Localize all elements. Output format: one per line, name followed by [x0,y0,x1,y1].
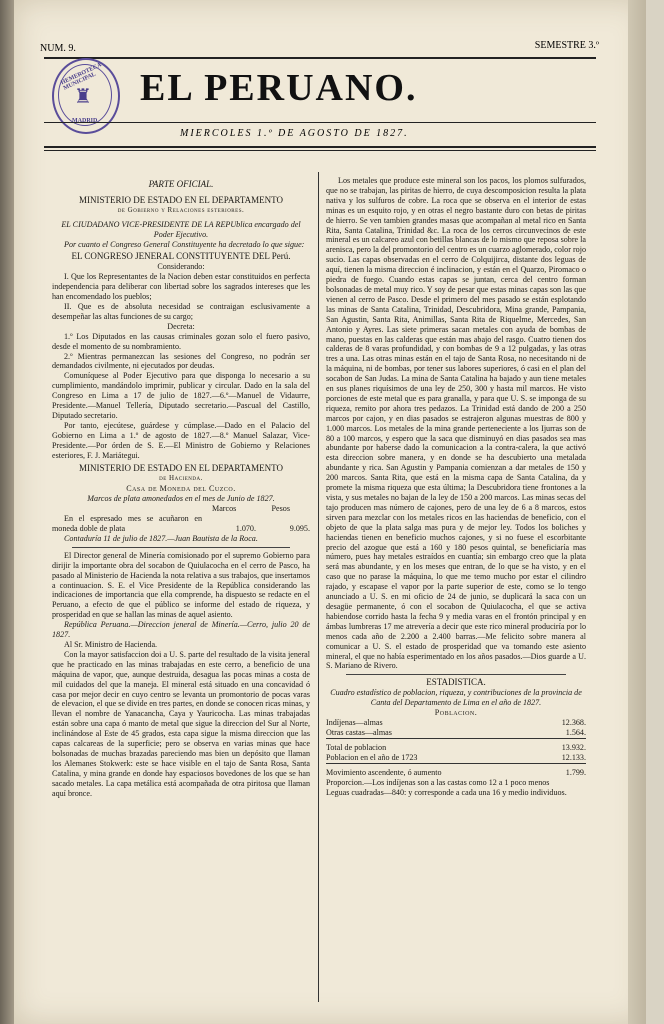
marcos-header: Marcos [212,504,237,514]
congreso-heading: EL CONGRESO JENERAL CONSTITUYENTE DEL Perú. [71,251,291,262]
library-stamp: HEMEROTECA MUNICIPAL ♜ MADRID [52,58,120,134]
page-edge [628,0,646,1024]
stat-value: 1.799. [565,767,586,777]
casa-moneda: Casa de Moneda del Cuzco. [126,484,236,494]
vice-heading: EL CIUDADANO VICE-PRESIDENTE DE LA REPUblica encargado del Poder Ejecutivo. [61,219,301,239]
ministerio-heading: MINISTERIO DE ESTADO EN EL DEPARTAMENTO [79,194,283,205]
poblacion-heading: Poblacion. [434,708,478,718]
date-rule-thin [44,150,596,151]
acun-marcos: 1.070. [235,524,256,533]
republica-line: República Peruana.—Direccion jeneral de Minería.—Cerro, julio 20 de 1827. [52,620,310,640]
proporcion: Proporcion.—Los indíjenas son a las castas como 12 a 1 poco menos [326,777,550,787]
section-rule [72,547,290,548]
stat-value: 13.932. [561,742,586,752]
decreta: Decreta: [167,321,195,331]
por-cuanto: Por cuanto el Congreso General Constituyente ha decretado lo que sigue: [64,239,305,249]
con-la-mayor: Con la mayor satisfaccion doi a U. S. parte del resultado de la visita jeneral que he practicado en las minas trabajadas en este cerro, a beneficio de una máquina de vapor, que, aunque destruida, desagua las pocas minas a costa de mil cuidados del que la maneja. El mineral está situado en una concavidad ó casa por mejor decir en cuyo centro se levanta un promontorio de pocas varas de elevacion, el que se divide en tres partes, en donde se conocen ricas minas, y llevan el nombre de Yanacancha, Caya y Yauricocha. Las minas trabajadas están sobre una capa ó manto de metal que sigue la direccion del Sur al Norte, inclinándose al Este de 45 grados, esta capa sigue la misma direccion que las capas calcareas de la superficie; pero se observa en varias minas que hace bolsonadas de muchas brazadas pareciendo mas bien un depósito que llaman los Alemanes Stokwerk: este se hace visible en el tajo de Santa Rosa, Santa Catalina, y mina grande en donde hay espaciosos bovedones de los que se han sacado metales. La capa metálica está acompañada de otra piritosa que llaman aquí bronce. [52,649,311,798]
director-paragraph: El Director general de Minería comisionado por el supremo Gobierno para dirijir la importante obra del socabon de Quiulacocha en el cerro de Pasco, ha pasado al Ministerio de Hacienda la nota relativa a sus trabajos, que insertamos a continuacion. S. E. el Vice Presidente de la República considerando las indicaciones de importancia que ella comprende, ha dispuesto se redacte en el Peruano, a efecto de que el público se informe del estado de riqueza, y prosperidad en que se hallan las minas de aquel asiento. [52,550,310,620]
considerando-2: II. Que es de absoluta necesidad se contraigan esclusivamente a desempeñar las altas funciones de su cargo; [52,301,310,321]
al-sr-ministro: Al Sr. Ministro de Hacienda. [64,639,158,649]
considerando-1: I. Que los Representantes de la Nacion deben estar constituidos en perfecta independencia para deliberar con libertad sobre los sagrados intereses que les han encomendado los pueblos; [52,272,310,302]
metales-paragraph: Los metales que produce este mineral son los pacos, los plomos sulfurados, que no se trabajan, las piritas de hierro, de cuya descomposicion resulta la plata nativa y los sulfuros de cobre. La roca que se observa en el interior de estas minas es un esquito rojo, y en otras el negro bastante duro con betas de piritas de hierro. Se ven tambien grandes masas que acompañan al metal rico en Santa Rita, Santa Catalina, Trinidad &c. La roca de los cerros circunvecinos de este mineral es un calcareo azul con betillas blancas de lo mismo que reposa sobre la arenisca, pero la del promontorio del centro es un cuarzo aglomerado, color rojo sucio. Las capas observadas en el cerro de Colquijirca, distante dos leguas de aquí, tienen la misma direccion é inclinacion, y están en el Quarzo, Piromaco o piedra de fuego. Cuando estas capas se juntan, cerca del centro forman bolsonadas de metal muy rico. Y soy de pesar que estas minas capas son las que vienen al cerro de Pasco. Desde el primero del mes pasado se están esplotando las minas de Santa Catalina, Trinidad, Descubridora, Mina grande, Pampania, San Agustin, Santa Rita, Animillas, Santa Rita de Riquelme, Mercedes, San Antonio y Ayres. Las siete primeras sacan metales con ayuda de bombas de mano, puestas en las calderas que están mas abajo del rasgo. Cuatro tienen dos calderas de 8 varas profundidad, y con bombas de 9 a 12 pulgadas, y las otras tres a una. Las otras minas están en el tajo de Santa Rosa, no necesitando ni de la máquina, ni de bombas, por tener sus labores superiores, ó casi en el plan del socabon de San Judas. La mina de Santa Catalina ha bajado y aun tiene metales en sus planes riquísimos de una ley de 250, 300 y hasta mil marcos. He visto porciones de este metal que es para granalla, y para que U. S. se imponga de su riqueza, remito por ahora tres pedazos. La Trinidad está dando de 200 a 250 marcos por cajon, y en dias pasados se estrajeron algunas muestras de 800 y 1.000 marcos. Los metales de la mina grande perteneciente a los Ijurras son de 80 a 100 marcos, y espero que la saca que disminuyó en dias pasados sea mas abundante por haberse dado la comunicacion a la contra-calera, la que activó esta direccion sobre manera, y en donde se ha descubierto una metalada abundante y rica. San Agustin y Pampania comienzan a dar metales de 150 y 200 marcos. Santa Rita, que está en la misma capa de Santa Catalina, da y promete la misma riqueza que esta última; la Descubridora tiene frontones a la vista, y sus metales no bajan de la ley de 150 a 200 marcos. Las minas secas del tajo producen mas número de cajones, pero de una ley de 6 a 8 marcos, estos sirven para mezclar con los metales ricos en las haciendas de beneficio, con el objeto de que la plata salga mas pura y de mejor ley. Todos los boliches y haciendas tienen en beneficio muchos cajones, y si no fuese el escorbitante precio del azogue que está a 160 y 180 pesos quintal, se beneficiaría mas número, pues hay metales estraídos en cuantía; sin embargo creo que la plata será mas abundante, y en los meses que entran, de lo que se ha visto, y en el caso que no parase la máquina, lo que me temo mucho por estar el cilindro rajado, y escapase el vapor por la parte superior de este, como se lo tengo anunciado a U. S. en mi oficio de 24 de junio, se duplicará la saca con un desagüe permanente, ó con el socabon de Quiulacocha, el que se activa habiendose corrido hasta la fecha 9 y media varas en el frontón principal y en ámbas lumbreras 17 me atrevería a decir que este rico mineral produciría por lo menos cada año de 2.200 a 2.400 barras.—Me felicito sobre manera al comunicar a U. S. el estado de prosperidad que va tomando este asiento mineral, el que no había esperimentado en los años pasados.—Dios guarde a U. S. Mariano de Rivero. [326,176,586,671]
contaduria: Contaduría 11 de julio de 1827.—Juan Bautista de la Roca. [64,533,258,543]
stat-value: 12.368. [561,717,586,727]
stat-label: Indíjenas—almas [326,717,383,727]
hacienda-heading: MINISTERIO DE ESTADO EN EL DEPARTAMENTO [79,463,283,474]
cuadro-title: Cuadro estadístico de poblacion, riqueza, y contribuciones de la provincia de Canta del Departamento de Lima en el año de 1827. [330,688,582,708]
ministerio-subheading: de Gobierno y Relaciones esteriores. [117,205,245,214]
stat-value: 12.133. [561,752,586,762]
leguas: Leguas cuadradas—840: y corresponde a cada una 16 y medio individuos. [326,787,567,797]
acun-pesos: 9.095. [289,524,310,533]
marcos-title: Marcos de plata amonedados en el mes de Junio de 1827. [87,494,275,504]
pesos-header: Pesos [271,504,290,514]
considerando: Considerando: [157,262,205,272]
decreto-1: 1.º Los Diputados en las causas criminales gozan solo el fuero pasivo, desde el momento de su nombramiento. [52,331,310,351]
issue-date: MIERCOLES 1.º DE AGOSTO DE 1827. [180,128,409,139]
issue-number: NUM. 9. [40,43,76,54]
stat-label: Movimiento ascendente, ó aumento [326,767,442,777]
book-spine [0,0,14,1024]
stat-label: Otras castas—almas [326,727,392,737]
top-rule [44,57,596,59]
stat-label: Poblacion en el año de 1723 [326,752,418,762]
stat-value: 1.564. [565,727,586,737]
comuniquese: Comuníquese al Poder Ejecutivo para que disponga lo necesario a su cumplimiento, mandándolo imprimir, publicar y circular. Dado en la sala del Congreso en Lima a 17 de julio de 1827.—6.º—Manuel de Vidaurre, Presidente.—Manuel Tellería, Diputado secretario.—Pascual del Castillo, Diputado secretario. [52,371,310,420]
hacienda-subheading: de Hacienda. [159,474,203,483]
right-column [326,176,586,798]
acunaron-text: En el espresado mes se acuñaron en moneda doble de plata [52,514,202,533]
por-tanto: Por tanto, ejecútese, guárdese y cúmplase.—Dado en el Palacio del Gobierno en Lima a 1.º de agosto de 1827.—8.º Manuel Salazar, Vice-Presidente.—Por órden de S. E.—El Ministro de Gobierno y Relaciones esteriores, F. J. Mariátegui. [52,420,310,460]
date-rule [44,146,596,148]
masthead-rule [44,122,596,123]
left-column [52,180,310,798]
crest-icon: ♜ [74,86,92,108]
masthead-title: EL PERUANO. [140,67,418,109]
stat-label: Total de poblacion [326,742,387,752]
semester: SEMESTRE 3.º [534,40,599,51]
estadistica-heading: ESTADISTICA. [426,677,486,688]
parte-oficial-heading: PARTE OFICIAL. [148,179,214,189]
decreto-2: 2.º Mientras permanezcan las sesiones del Congreso, no podrán ser demandados civilmente, ni ejecutados por deudas. [52,351,310,371]
column-divider [318,172,319,1002]
estadistica-rule [346,674,566,675]
